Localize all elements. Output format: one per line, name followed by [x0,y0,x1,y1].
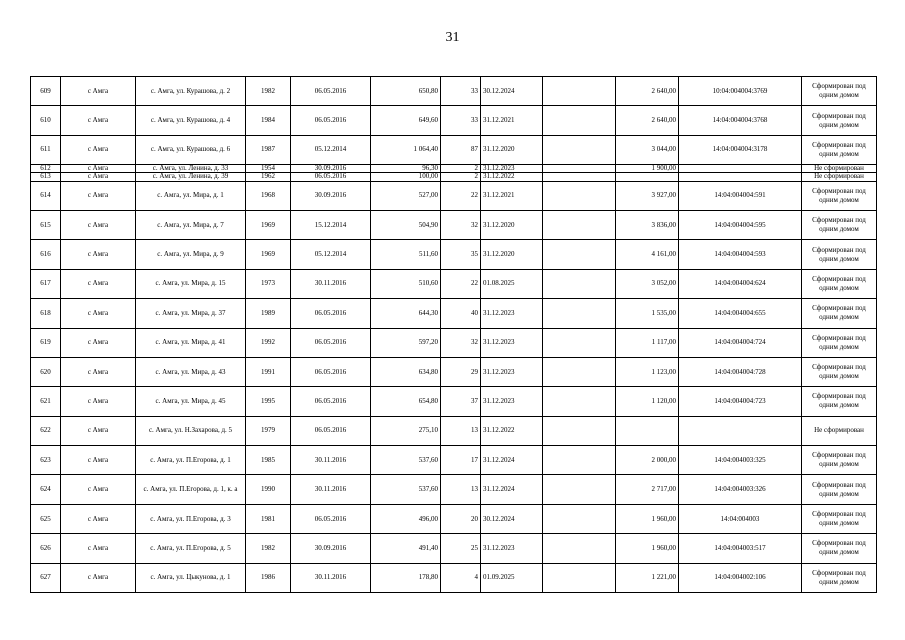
cell-address: с. Амга, ул. Ленина, д. 39 [136,173,246,181]
cell-value: 1 123,00 [616,357,679,386]
cell-cadastral: 14:04:004004:593 [679,240,802,269]
cell-area: 597,20 [371,328,441,357]
cell-no: 620 [31,357,61,386]
cell-locality: с Амга [61,135,136,164]
cell-year: 1992 [246,328,291,357]
cell-count: 35 [441,240,481,269]
cell-value: 2 717,00 [616,475,679,504]
cell-year: 1982 [246,534,291,563]
cell-date1: 30.11.2016 [291,475,371,504]
cell-value: 1 960,00 [616,534,679,563]
cell-year: 1954 [246,165,291,173]
cell-date2: 31.12.2022 [481,416,543,445]
cell-address: с. Амга, ул. Курашова, д. 2 [136,77,246,106]
cell-locality: с Амга [61,387,136,416]
cell-empty [543,269,616,298]
cell-cadastral: 14:04:004004:624 [679,269,802,298]
cell-date2: 31.12.2024 [481,475,543,504]
cell-value: 2 000,00 [616,446,679,475]
cell-status: Не сформирован [802,173,877,181]
cell-locality: с Амга [61,534,136,563]
cell-cadastral: 14:04:004003:326 [679,475,802,504]
page-number: 31 [445,30,460,45]
cell-no: 617 [31,269,61,298]
cell-year: 1981 [246,504,291,533]
cell-cadastral: 14:04:004003 [679,504,802,533]
cell-area: 510,60 [371,269,441,298]
cell-empty [543,387,616,416]
cell-no: 619 [31,328,61,357]
table-row [31,446,877,475]
cell-date2: 31.12.2021 [481,181,543,210]
cell-count: 87 [441,135,481,164]
cell-date1: 06.05.2016 [291,504,371,533]
cell-cadastral: 14:04:004004:595 [679,210,802,239]
cell-date1: 06.05.2016 [291,416,371,445]
cell-count: 32 [441,210,481,239]
cell-status: Сформирован под одним домом [802,357,877,386]
cell-area: 634,80 [371,357,441,386]
cell-no: 624 [31,475,61,504]
cell-address: с. Амга, ул. Курашова, д. 4 [136,106,246,135]
cell-count: 17 [441,446,481,475]
cell-value: 4 161,00 [616,240,679,269]
table-row [31,504,877,533]
cell-empty [543,416,616,445]
cell-locality: с Амга [61,475,136,504]
cell-no: 623 [31,446,61,475]
cell-date1: 30.09.2016 [291,534,371,563]
cell-year: 1989 [246,299,291,328]
cell-empty [543,504,616,533]
cell-empty [543,240,616,269]
table-row [31,534,877,563]
cell-value: 2 640,00 [616,106,679,135]
cell-value: 1 900,00 [616,165,679,173]
cell-date1: 06.05.2016 [291,387,371,416]
cell-status: Сформирован под одним домом [802,210,877,239]
table-row [31,299,877,328]
cell-empty [543,446,616,475]
cell-status: Сформирован под одним домом [802,135,877,164]
cell-date2: 31.12.2020 [481,135,543,164]
cell-no: 616 [31,240,61,269]
cell-locality: с Амга [61,165,136,173]
cell-empty [543,106,616,135]
cell-value: 1 117,00 [616,328,679,357]
cell-no: 621 [31,387,61,416]
cell-status: Сформирован под одним домом [802,77,877,106]
cell-cadastral: 14:04:004003:517 [679,534,802,563]
cell-area: 644,30 [371,299,441,328]
cell-cadastral [679,416,802,445]
cell-area: 537,60 [371,446,441,475]
cell-status: Сформирован под одним домом [802,328,877,357]
cell-address: с. Амга, ул. П.Егорова, д. 1 [136,446,246,475]
cell-count: 29 [441,357,481,386]
cell-no: 610 [31,106,61,135]
cell-year: 1987 [246,135,291,164]
cell-empty [543,534,616,563]
cell-status: Сформирован под одним домом [802,269,877,298]
cell-year: 1990 [246,475,291,504]
table-row [31,563,877,592]
cell-year: 1984 [246,106,291,135]
cell-status: Сформирован под одним домом [802,181,877,210]
table-row [31,269,877,298]
cell-locality: с Амга [61,328,136,357]
cell-locality: с Амга [61,77,136,106]
cell-value: 1 960,00 [616,504,679,533]
cell-value: 1 535,00 [616,299,679,328]
table-row [31,135,877,164]
cell-address: с. Амга, ул. Мира, д. 1 [136,181,246,210]
cell-address: с. Амга, ул. П.Егорова, д. 5 [136,534,246,563]
cell-year: 1991 [246,357,291,386]
cell-date1: 06.05.2016 [291,77,371,106]
cell-year: 1969 [246,210,291,239]
cell-locality: с Амга [61,446,136,475]
cell-value: 1 120,00 [616,387,679,416]
cell-address: с. Амга, ул. П.Егорова, д. 3 [136,504,246,533]
cell-area: 504,90 [371,210,441,239]
cell-count: 2 [441,173,481,181]
cell-date1: 05.12.2014 [291,135,371,164]
cell-no: 614 [31,181,61,210]
cell-no: 612 [31,165,61,173]
table-row [31,210,877,239]
cell-area: 491,40 [371,534,441,563]
cell-count: 13 [441,475,481,504]
cell-address: с. Амга, ул. Мира, д. 45 [136,387,246,416]
cell-address: с. Амга, ул. Мира, д. 15 [136,269,246,298]
cell-empty [543,357,616,386]
cell-status: Сформирован под одним домом [802,475,877,504]
cell-date1: 06.05.2016 [291,357,371,386]
cell-empty [543,181,616,210]
cell-count: 33 [441,106,481,135]
cell-count: 25 [441,534,481,563]
cell-cadastral: 14:04:004004:3178 [679,135,802,164]
table-row [31,416,877,445]
cell-date1: 30.09.2016 [291,165,371,173]
cell-area: 650,80 [371,77,441,106]
cell-empty [543,475,616,504]
cell-cadastral: 14:04:004002:106 [679,563,802,592]
cell-locality: с Амга [61,210,136,239]
cell-cadastral: 14:04:004004:724 [679,328,802,357]
cell-no: 622 [31,416,61,445]
cell-no: 609 [31,77,61,106]
cell-cadastral [679,165,802,173]
cell-empty [543,173,616,181]
cell-empty [543,563,616,592]
cell-area: 537,60 [371,475,441,504]
cell-locality: с Амга [61,299,136,328]
cell-status: Сформирован под одним домом [802,446,877,475]
cell-address: с. Амга, ул. Мира, д. 37 [136,299,246,328]
cell-area: 527,00 [371,181,441,210]
cell-date2: 31.12.2023 [481,299,543,328]
cell-date2: 01.08.2025 [481,269,543,298]
cell-cadastral: 14:04:004004:728 [679,357,802,386]
table-row [31,357,877,386]
cell-year: 1969 [246,240,291,269]
cell-date2: 31.12.2023 [481,165,543,173]
cell-area: 275,10 [371,416,441,445]
cell-count: 4 [441,563,481,592]
cell-no: 625 [31,504,61,533]
cell-date1: 05.12.2014 [291,240,371,269]
cell-count: 22 [441,269,481,298]
cell-address: с. Амга, ул. Мира, д. 41 [136,328,246,357]
cell-value: 3 836,00 [616,210,679,239]
cell-year: 1985 [246,446,291,475]
cell-locality: с Амга [61,173,136,181]
cell-area: 1 064,40 [371,135,441,164]
cell-status: Не сформирован [802,416,877,445]
cell-address: с. Амга, ул. Цыкунова, д. 1 [136,563,246,592]
cell-no: 627 [31,563,61,592]
cell-date2: 31.12.2023 [481,328,543,357]
cell-count: 40 [441,299,481,328]
cell-locality: с Амга [61,416,136,445]
cell-date2: 30.12.2024 [481,504,543,533]
cell-year: 1979 [246,416,291,445]
cell-date1: 30.11.2016 [291,446,371,475]
cell-value: 1 221,00 [616,563,679,592]
cell-address: с. Амга, ул. Ленина, д. 33 [136,165,246,173]
cell-date1: 06.05.2016 [291,299,371,328]
cell-value [616,173,679,181]
cell-date2: 01.09.2025 [481,563,543,592]
cell-date2: 31.12.2020 [481,240,543,269]
cell-value: 2 640,00 [616,77,679,106]
cell-empty [543,77,616,106]
cell-empty [543,165,616,173]
cell-cadastral: 14:04:004004:591 [679,181,802,210]
cell-cadastral: 10:04:004004:3769 [679,77,802,106]
table-row [31,240,877,269]
cell-date2: 30.12.2024 [481,77,543,106]
table-row [31,165,877,173]
cell-cadastral: 14:04:004004:723 [679,387,802,416]
cell-address: с. Амга, ул. Н.Захарова, д. 5 [136,416,246,445]
cell-status: Сформирован под одним домом [802,106,877,135]
cell-address: с. Амга, ул. П.Егорова, д. 1, к. а [136,475,246,504]
cell-area: 649,60 [371,106,441,135]
cell-year: 1982 [246,77,291,106]
cell-cadastral: 14:04:004003:325 [679,446,802,475]
cell-year: 1995 [246,387,291,416]
cell-no: 626 [31,534,61,563]
cell-no: 615 [31,210,61,239]
cell-count: 33 [441,77,481,106]
cell-date1: 06.05.2016 [291,328,371,357]
cell-locality: с Амга [61,563,136,592]
cell-area: 96,30 [371,165,441,173]
cell-date2: 31.12.2020 [481,210,543,239]
cell-empty [543,299,616,328]
cell-year: 1986 [246,563,291,592]
cell-area: 100,00 [371,173,441,181]
cell-cadastral [679,173,802,181]
cell-empty [543,328,616,357]
cell-count: 20 [441,504,481,533]
cell-date1: 30.11.2016 [291,269,371,298]
cell-date2: 31.12.2024 [481,446,543,475]
cell-year: 1973 [246,269,291,298]
cell-locality: с Амга [61,357,136,386]
table-row [31,106,877,135]
cell-address: с. Амга, ул. Курашова, д. 6 [136,135,246,164]
table-row [31,173,877,181]
cell-date1: 06.05.2016 [291,173,371,181]
cell-cadastral: 14:04:004004:655 [679,299,802,328]
cell-empty [543,210,616,239]
table-row [31,387,877,416]
cell-address: с. Амга, ул. Мира, д. 43 [136,357,246,386]
cell-count: 32 [441,328,481,357]
cell-date2: 31.12.2021 [481,106,543,135]
cell-date2: 31.12.2023 [481,387,543,416]
cell-date1: 15.12.2014 [291,210,371,239]
cell-count: 22 [441,181,481,210]
cell-no: 618 [31,299,61,328]
cell-status: Сформирован под одним домом [802,387,877,416]
cell-value: 3 052,00 [616,269,679,298]
cell-value [616,416,679,445]
cell-value: 3 927,00 [616,181,679,210]
cell-status: Сформирован под одним домом [802,534,877,563]
cell-count: 2 [441,165,481,173]
cell-status: Сформирован под одним домом [802,240,877,269]
cell-date1: 06.05.2016 [291,106,371,135]
cell-no: 613 [31,173,61,181]
cell-address: с. Амга, ул. Мира, д. 7 [136,210,246,239]
cell-locality: с Амга [61,240,136,269]
table-row [31,77,877,106]
cell-area: 496,00 [371,504,441,533]
cell-date2: 31.12.2023 [481,534,543,563]
table-row [31,328,877,357]
cell-locality: с Амга [61,181,136,210]
cell-locality: с Амга [61,269,136,298]
cell-no: 611 [31,135,61,164]
cell-year: 1968 [246,181,291,210]
table-row [31,475,877,504]
cell-status: Не сформирован [802,165,877,173]
cell-value: 3 044,00 [616,135,679,164]
cell-year: 1962 [246,173,291,181]
cell-date1: 30.09.2016 [291,181,371,210]
cell-locality: с Амга [61,504,136,533]
cell-locality: с Амга [61,106,136,135]
cell-count: 37 [441,387,481,416]
cell-area: 178,80 [371,563,441,592]
cell-status: Сформирован под одним домом [802,299,877,328]
table-row [31,181,877,210]
cell-address: с. Амга, ул. Мира, д. 9 [136,240,246,269]
cell-empty [543,135,616,164]
cell-area: 654,80 [371,387,441,416]
cell-date1: 30.11.2016 [291,563,371,592]
cell-count: 13 [441,416,481,445]
cell-status: Сформирован под одним домом [802,563,877,592]
cell-area: 511,60 [371,240,441,269]
cell-date2: 31.12.2023 [481,357,543,386]
cell-status: Сформирован под одним домом [802,504,877,533]
cell-cadastral: 14:04:004004:3768 [679,106,802,135]
housing-table [30,76,877,593]
cell-date2: 31.12.2022 [481,173,543,181]
